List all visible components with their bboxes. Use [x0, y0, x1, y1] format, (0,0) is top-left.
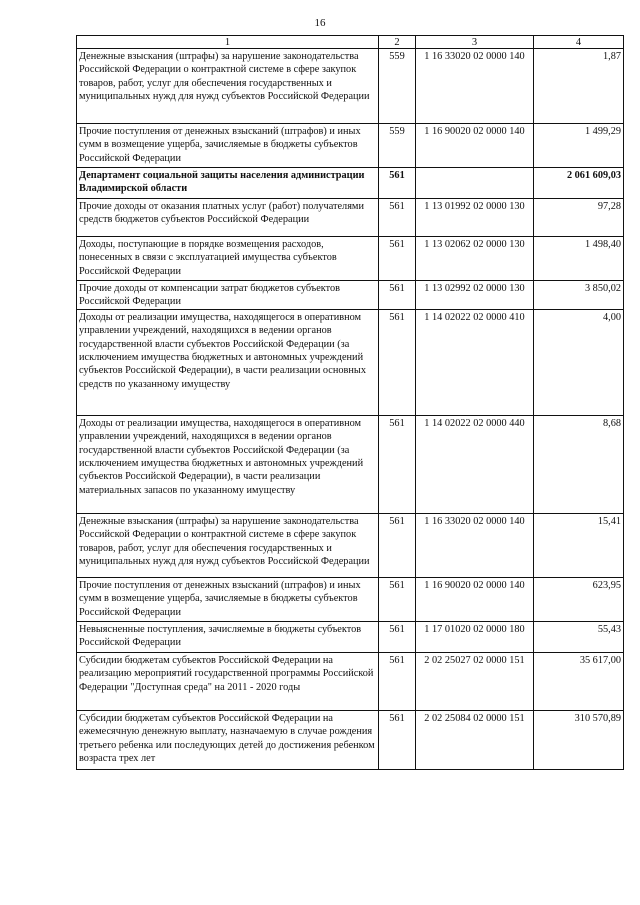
row-amount: 1 498,40	[534, 237, 624, 281]
row-description: Прочие поступления от денежных взысканий (штрафов) и иных сумм в возмещение ущерба, зачисляемые в бюджеты субъектов Российской Федерации	[77, 124, 379, 168]
row-admin-code: 561	[379, 513, 416, 577]
header-row	[77, 36, 624, 49]
table-row	[77, 710, 624, 769]
row-amount: 8,68	[534, 415, 624, 513]
table-row	[77, 513, 624, 577]
row-description: Прочие поступления от денежных взысканий (штрафов) и иных сумм в возмещение ущерба, зачисляемые в бюджеты субъектов Российской Федерации	[77, 577, 379, 621]
table-row	[77, 415, 624, 513]
row-amount: 2 061 609,03	[534, 168, 624, 199]
row-budget-code: 1 14 02022 02 0000 410	[416, 309, 534, 415]
row-admin-code: 559	[379, 49, 416, 124]
row-admin-code: 561	[379, 309, 416, 415]
row-budget-code: 2 02 25027 02 0000 151	[416, 652, 534, 710]
row-budget-code: 1 14 02022 02 0000 440	[416, 415, 534, 513]
table-row	[77, 652, 624, 710]
row-amount: 55,43	[534, 621, 624, 652]
column-header-admin-code: 2	[379, 36, 416, 49]
row-description: Доходы от реализации имущества, находящегося в оперативном управлении учреждений, находящихся в ведении органов государственной власти субъектов Российской Федерации (за исключением имущества бюджетных и автономных учреждений субъектов Российской Федерации), в части реализации основных средств по указанному имуществу	[77, 309, 379, 415]
row-description: Субсидии бюджетам субъектов Российской Федерации на реализацию мероприятий государственной программы Российской Федерации "Доступная среда" на 2011 - 2020 годы	[77, 652, 379, 710]
row-amount: 4,00	[534, 309, 624, 415]
row-budget-code: 1 16 90020 02 0000 140	[416, 577, 534, 621]
row-description: Невыясненные поступления, зачисляемые в бюджеты субъектов Российской Федерации	[77, 621, 379, 652]
table-row	[77, 237, 624, 281]
revenue-table	[76, 35, 624, 770]
row-amount: 97,28	[534, 199, 624, 237]
column-header-amount: 4	[534, 36, 624, 49]
row-admin-code: 561	[379, 710, 416, 769]
row-admin-code: 561	[379, 199, 416, 237]
row-description: Доходы, поступающие в порядке возмещения расходов, понесенных в связи с эксплуатацией имущества субъектов Российской Федерации	[77, 237, 379, 281]
row-description: Прочие доходы от компенсации затрат бюджетов субъектов Российской Федерации	[77, 281, 379, 310]
row-budget-code: 1 17 01020 02 0000 180	[416, 621, 534, 652]
row-description: Доходы от реализации имущества, находящегося в оперативном управлении учреждений, находящихся в ведении органов государственной власти субъектов Российской Федерации (за исключением имущества бюджетных и автономных учреждений субъектов Российской Федерации), в части реализации материальных запасов по указанному имуществу	[77, 415, 379, 513]
table-row	[77, 577, 624, 621]
column-header-description: 1	[77, 36, 379, 49]
row-budget-code: 1 13 01992 02 0000 130	[416, 199, 534, 237]
row-admin-code: 561	[379, 621, 416, 652]
column-header-budget-code: 3	[416, 36, 534, 49]
row-budget-code: 2 02 25084 02 0000 151	[416, 710, 534, 769]
table-row	[77, 281, 624, 310]
row-admin-code: 559	[379, 124, 416, 168]
row-budget-code: 1 16 90020 02 0000 140	[416, 124, 534, 168]
row-description: Субсидии бюджетам субъектов Российской Федерации на ежемесячную денежную выплату, назначаемую в случае рождения третьего ребенка или последующих детей до достижения ребенком возраста трех лет	[77, 710, 379, 769]
row-admin-code: 561	[379, 237, 416, 281]
row-description: Департамент социальной защиты населения администрации Владимирской области	[77, 168, 379, 199]
row-admin-code: 561	[379, 168, 416, 199]
page-number: 16	[314, 17, 326, 29]
row-amount: 15,41	[534, 513, 624, 577]
row-admin-code: 561	[379, 577, 416, 621]
row-budget-code	[416, 168, 534, 199]
table-row	[77, 168, 624, 199]
row-description: Денежные взыскания (штрафы) за нарушение законодательства Российской Федерации о контрактной системе в сфере закупок товаров, работ, услуг для обеспечения государственных и муниципальных нужд для нужд субъектов Российской Федерации	[77, 49, 379, 124]
table-row	[77, 309, 624, 415]
row-admin-code: 561	[379, 415, 416, 513]
table-row	[77, 199, 624, 237]
row-amount: 1,87	[534, 49, 624, 124]
table-row	[77, 49, 624, 124]
row-budget-code: 1 16 33020 02 0000 140	[416, 513, 534, 577]
table-row	[77, 621, 624, 652]
row-budget-code: 1 16 33020 02 0000 140	[416, 49, 534, 124]
row-admin-code: 561	[379, 281, 416, 310]
row-amount: 3 850,02	[534, 281, 624, 310]
row-admin-code: 561	[379, 652, 416, 710]
row-amount: 35 617,00	[534, 652, 624, 710]
table-row	[77, 124, 624, 168]
row-amount: 623,95	[534, 577, 624, 621]
row-budget-code: 1 13 02992 02 0000 130	[416, 281, 534, 310]
row-amount: 310 570,89	[534, 710, 624, 769]
row-description: Денежные взыскания (штрафы) за нарушение законодательства Российской Федерации о контрактной системе в сфере закупок товаров, работ, услуг для обеспечения государственных и муниципальных нужд для нужд субъектов Российской Федерации	[77, 513, 379, 577]
row-amount: 1 499,29	[534, 124, 624, 168]
row-description: Прочие доходы от оказания платных услуг (работ) получателями средств бюджетов субъектов Российской Федерации	[77, 199, 379, 237]
row-budget-code: 1 13 02062 02 0000 130	[416, 237, 534, 281]
